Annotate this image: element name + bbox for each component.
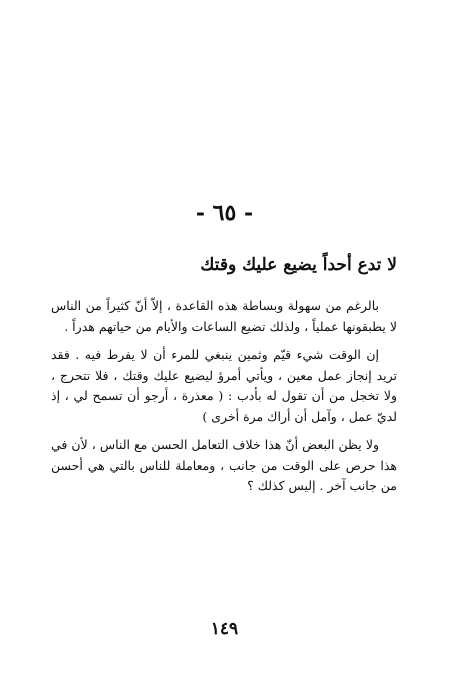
chapter-number: - ٦٥ - <box>195 200 254 226</box>
paragraph-3: ولا يظن البعض أنّ هذا خلاف التعامل الحسن مع الناس ، لأن في هذا حرص على الوقت من جانب ، ومعاملة للناس بالتي هي أحسن من جانب آخر . إليس كذلك ؟ <box>51 437 397 493</box>
page-number: ١٤٩ <box>210 619 239 639</box>
page-title: لا تدع أحداً يضيع عليك وقتك <box>200 255 397 275</box>
body-text <box>51 296 397 505</box>
paragraph-1: بالرغم من سهولة وبساطة هذه القاعدة ، إلاّ أنّ كثيراً من الناس لا يطبقونها عملياً ، ولذلك تضيع الساعات والأيام من حياتهم هدراً . <box>51 298 397 334</box>
paragraph-2: إن الوقت شيء قيّم وثمين ينبغي للمرء أن لا يفرط فيه . فقد تريد إنجاز عمل معين ، ويأتي أمرؤ ليضيع عليك وقتك ، فلا تتحرج ، ولا تخجل من أن تقول له بأدب : ( معذرة ، أرجو أن تسمح لي ، إذ لديّ عمل ، وآمل أن أراك مرة أخرى ) <box>51 347 397 424</box>
